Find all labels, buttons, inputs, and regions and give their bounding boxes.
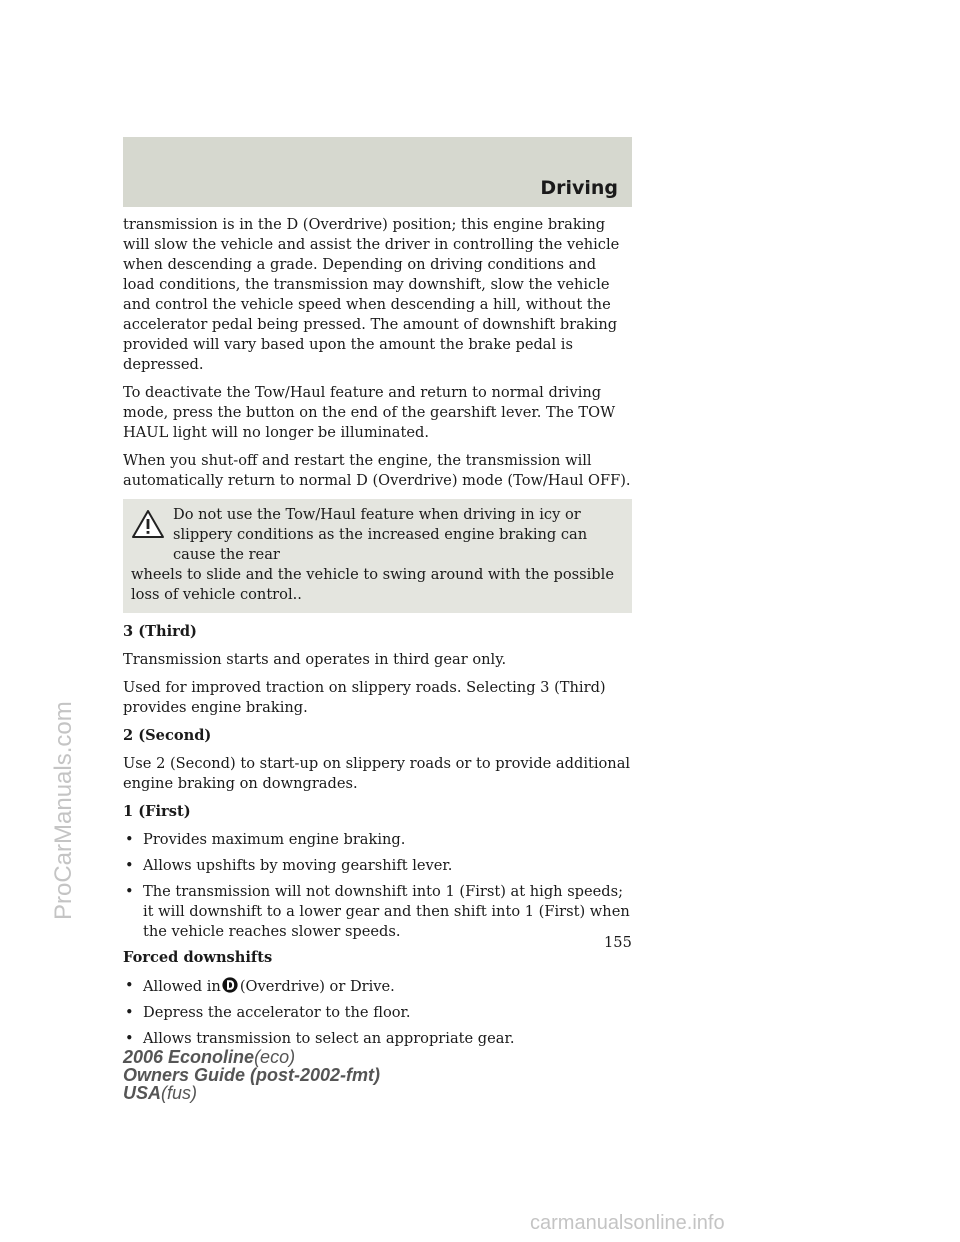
- warning-text: Do not use the Tow/Haul feature when driving in icy or slippery conditions as the increased engine braking can cause the rear: [173, 506, 588, 563]
- section-title: Driving: [540, 177, 618, 199]
- side-watermark: ProCarManuals.com: [50, 701, 77, 920]
- bullet-mark: •: [125, 977, 134, 994]
- list-item: [123, 830, 632, 850]
- heading-forced-downshifts: Forced downshifts: [123, 949, 273, 966]
- paragraph: transmission is in the D (Overdrive) position; this engine braking will slow the vehicle and assist the driver in controlling the vehicle when descending a grade. Depending on driving conditions and load conditions, the transmission may downshift, slow the vehicle and control the vehicle speed when descending a hill, without the accelerator pedal being pressed. The amount of downshift braking provided will vary based upon the amount the brake pedal is depressed.: [123, 216, 620, 373]
- bullet-mark: •: [125, 857, 134, 874]
- list-item-text: Provides maximum engine braking.: [143, 831, 406, 848]
- heading-third: 3 (Third): [123, 623, 197, 640]
- bullet-mark: •: [125, 1004, 134, 1021]
- document-footer: [123, 1048, 380, 1102]
- heading-second: 2 (Second): [123, 727, 212, 744]
- bottom-watermark: carmanualsonline.info: [530, 1212, 725, 1234]
- list-item: [123, 976, 632, 997]
- warning-triangle-icon: [131, 509, 165, 539]
- bullet-mark: •: [125, 883, 134, 900]
- list-item: [123, 882, 632, 942]
- forced-downshift-list: [123, 976, 632, 1049]
- list-item-text: Allows upshifts by moving gearshift lever.: [143, 857, 453, 874]
- section-header-band: [123, 137, 632, 207]
- list-item: [123, 856, 632, 876]
- footer-line-market: [123, 1084, 380, 1102]
- paragraph: Use 2 (Second) to start-up on slippery roads or to provide additional engine braking on downgrades.: [123, 755, 631, 792]
- list-item-text: The transmission will not downshift into 1 (First) at high speeds; it will downshift to a lower gear and then shift into 1 (First) when the vehicle reaches slower speeds.: [143, 883, 630, 940]
- footer-line-guide: [123, 1066, 380, 1084]
- paragraph: To deactivate the Tow/Haul feature and return to normal driving mode, press the button on the end of the gearshift lever. The TOW HAUL light will no longer be illuminated.: [123, 384, 616, 441]
- paragraph: Used for improved traction on slippery roads. Selecting 3 (Third) provides engine braking.: [123, 679, 606, 716]
- first-gear-list: [123, 830, 632, 942]
- footer-model: 2006 Econoline: [123, 1047, 255, 1067]
- list-item: [123, 1029, 632, 1049]
- footer-model-code: (eco): [254, 1047, 296, 1067]
- bullet-mark: •: [125, 831, 134, 848]
- list-item-text: (Overdrive) or Drive.: [239, 978, 395, 995]
- warning-box: [123, 499, 632, 613]
- page-content: [123, 215, 632, 1055]
- footer-market: USA: [123, 1083, 162, 1103]
- footer-guide: Owners Guide (post-2002-fmt): [123, 1065, 381, 1085]
- list-item: [123, 1003, 632, 1023]
- page-number: 155: [604, 934, 632, 951]
- overdrive-d-icon: [222, 976, 238, 994]
- footer-line-model: [123, 1048, 380, 1066]
- list-item-text: Allows transmission to select an appropriate gear.: [143, 1030, 515, 1047]
- paragraph: Transmission starts and operates in third gear only.: [123, 651, 507, 668]
- footer-market-code: (fus): [161, 1083, 198, 1103]
- paragraph: When you shut-off and restart the engine, the transmission will automatically return to normal D (Overdrive) mode (Tow/Haul OFF).: [123, 452, 631, 489]
- heading-first: 1 (First): [123, 803, 191, 820]
- list-item-text: Depress the accelerator to the floor.: [143, 1004, 411, 1021]
- list-item-text: Allowed in: [143, 978, 221, 995]
- bullet-mark: •: [125, 1030, 134, 1047]
- warning-text-continued: wheels to slide and the vehicle to swing around with the possible loss of vehicle control..: [131, 566, 614, 603]
